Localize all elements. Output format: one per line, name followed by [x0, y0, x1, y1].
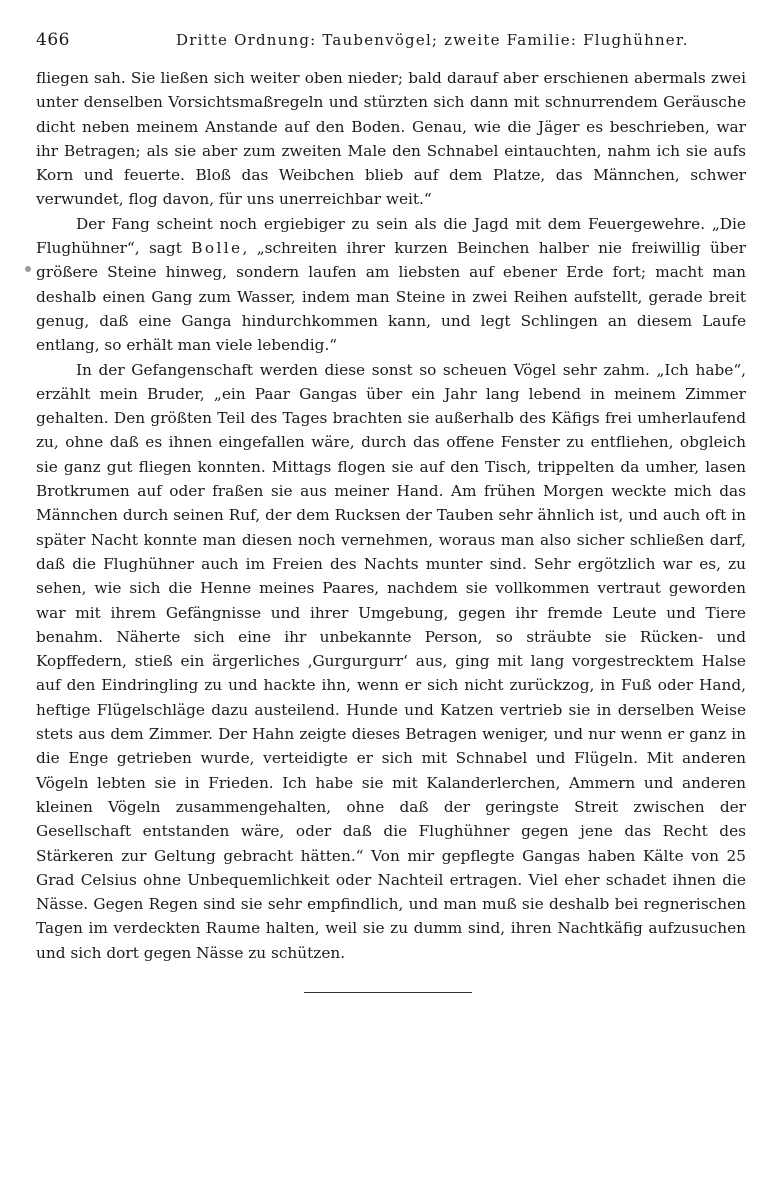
paragraph-2 — [36, 212, 746, 358]
body-text — [36, 66, 746, 965]
author-name: Bolle — [191, 239, 243, 258]
paragraph-2-text-b: , „schreiten ihrer kurzen Beinchen halber nie freiwillig über größere Steine hinweg, sondern laufen am liebsten auf ebener Erde fort; macht man deshalb einen Gang zum Wasser, indem man Steine in zwei Reihen aufstellt, gerade breit genug, daß eine Ganga hindurchkommen kann, und legt Schlingen an diesem Laufe entlang, so erhält man viele lebendig.“ — [36, 239, 746, 355]
page-header — [36, 30, 746, 56]
running-head: Dritte Ordnung: Taubenvögel; zweite Familie: Flughühner. — [176, 31, 689, 49]
paragraph-1 — [36, 66, 746, 212]
section-divider — [304, 992, 472, 993]
paragraph-3 — [36, 358, 746, 965]
paragraph-1-text: fliegen sah. Sie ließen sich weiter oben nieder; bald darauf aber erschienen abermals zwei unter denselben Vorsichtsmaßregeln und stürzten sich dann mit schnurrendem Geräusche dicht neben meinem Anstande auf den Boden. Genau, wie die Jäger es beschrieben, war ihr Betragen; als sie aber zum zweiten Male den Schnabel eintauchten, nahm ich sie aufs Korn und feuerte. Bloß das Weibchen blieb auf dem Platze, das Männchen, schwer verwundet, flog davon, für uns unerreichbar weit.“ — [36, 69, 746, 209]
page-number: 466 — [36, 30, 70, 50]
paper-speck — [25, 266, 31, 272]
paragraph-2-text-a: Der Fang scheint noch ergiebiger zu sein als die Jagd mit dem Feuergewehre. „Die Flughühner“, sagt — [36, 214, 746, 258]
paragraph-3-text: In der Gefangenschaft werden diese sonst so scheuen Vögel sehr zahm. „Ich habe“, erzählt mein Bruder, „ein Paar Gangas über ein Jahr lang lebend in meinem Zimmer gehalten. Den größten Teil des Tages brachten sie außerhalb des Käfigs frei umherlaufend zu, ohne daß es ihnen eingefallen wäre, durch das offene Fenster zu entfliehen, obgleich sie ganz gut fliegen konnten. Mittags flogen sie auf den Tisch, trippelten da umher, lasen Brotkrumen auf oder fraßen sie aus meiner Hand. Am frühen Morgen weckte mich das Männchen durch seinen Ruf, der dem Rucksen der Tauben sehr ähnlich ist, und auch oft in später Nacht konnte man diesen noch vernehmen, woraus man also sicher schließen darf, daß die Flughühner auch im Freien des Nachts munter sind. Sehr ergötzlich war es, zu sehen, wie sich die Henne meines Paares, nachdem sie vollkommen vertraut geworden war mit ihrem Gefängnisse und ihrer Umgebung, gegen ihr fremde Leute und Tiere benahm. Näherte sich eine ihr unbekannte Person, so sträubte sie Rücken- und Kopffedern, stieß ein ärgerliches ‚Gurgurgurr‘ aus, ging mit lang vorgestrecktem Halse auf den Eindringling zu und hackte ihn, wenn er sich nicht zurückzog, in Fuß oder Hand, heftige Flügelschläge dazu austeilend. Hunde und Katzen vertrieb sie in derselben Weise stets aus dem Zimmer. Der Hahn zeigte dieses Betragen weniger, und nur wenn er ganz in die Enge getrieben wurde, verteidigte er sich mit Schnabel und Flügeln. Mit anderen Vögeln lebten sie in Frieden. Ich habe sie mit Kalanderlerchen, Ammern und anderen kleinen Vögeln zusammengehalten, ohne daß der geringste Streit zwischen der Gesellschaft entstanden wäre, oder daß die Flughühner gegen jene das Recht des Stärkeren zur Geltung gebracht hätten.“ Von mir gepflegte Gangas haben Kälte von 25 Grad Celsius ohne Unbequemlichkeit oder Nachteil ertragen. Viel eher schadet ihnen die Nässe. Gegen Regen sind sie sehr empfindlich, und man muß sie deshalb bei regnerischen Tagen im verdeckten Raume halten, weil sie zu dumm sind, ihren Nachtkäfig aufzusuchen und sich dort gegen Nässe zu schützen. — [36, 360, 746, 962]
